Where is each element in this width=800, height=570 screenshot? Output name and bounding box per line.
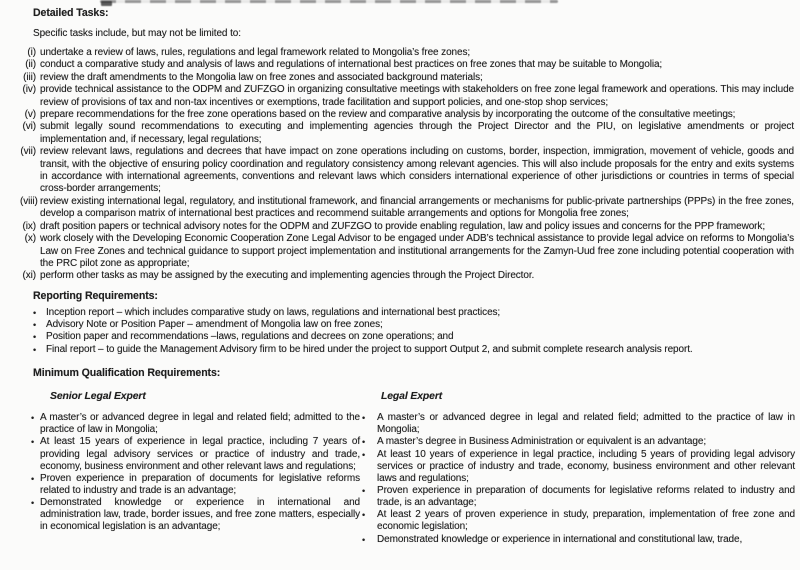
minimum-qualification-heading: Minimum Qualification Requirements: xyxy=(33,366,221,379)
task-number: (viii) xyxy=(20,195,38,207)
qualification-item xyxy=(362,436,795,448)
task-number: (vii) xyxy=(20,146,36,158)
task-item xyxy=(20,109,794,121)
task-item xyxy=(20,59,794,71)
qualification-item xyxy=(31,436,360,472)
task-text: undertake a review of laws, rules, regulations and legal framework related to Mongolia’s free zones; xyxy=(40,47,471,58)
task-number: (vi) xyxy=(22,121,36,133)
task-text: conduct a comparative study and analysis of laws and regulations of international best practices on free zones that may be suitable to Mongolia; xyxy=(40,59,663,71)
qualification-item-text: At least 15 years of experience in legal practice, including 7 years of providing legal advisory services or practice of industry and trade, economy, business environment and other relevant laws and regulations; xyxy=(40,436,360,472)
reporting-item xyxy=(31,344,794,356)
qualification-item-text: A master’s or advanced degree in legal and related field; admitted to the practice of law in Mongolia; xyxy=(40,412,360,436)
task-number: (i) xyxy=(27,47,36,58)
task-item xyxy=(20,84,794,109)
cropped-text-artifact-mark xyxy=(101,1,112,6)
task-number: (iv) xyxy=(22,84,36,96)
task-item xyxy=(20,196,794,221)
task-text: submit legally sound recommendations to executing and implementing agencies through the Project Director and the PIU, on legislative amendments or project implementation and, if necessary, legal regulations; xyxy=(40,121,794,145)
qualification-item-text: Proven experience in preparation of documents for legislative reforms related to industry and trade, is an advantage; xyxy=(377,485,795,509)
task-number: (ix) xyxy=(22,220,36,232)
intro-text: Specific tasks include, but may not be limited to: xyxy=(33,28,241,39)
qualification-item xyxy=(31,412,360,436)
task-number: (ii) xyxy=(25,59,36,71)
task-item xyxy=(20,121,794,146)
legal-expert-column xyxy=(362,391,795,546)
qualification-item xyxy=(31,473,360,497)
task-number: (xi) xyxy=(22,270,36,282)
task-text: review the draft amendments to the Mongolia law on free zones and associated background materials; xyxy=(40,71,483,83)
senior-legal-expert-column xyxy=(31,391,360,546)
task-item xyxy=(20,270,794,282)
legal-expert-list xyxy=(362,412,795,546)
qualification-item-text: A master’s or advanced degree in legal and related field; admitted to the practice of law in Mongolia; xyxy=(377,412,795,436)
qualification-item-text: Demonstrated knowledge or experience in international and administration law, trade, border issues, and free zone matters, especially in economical legislation is an advantage; xyxy=(40,497,360,533)
qualification-item xyxy=(362,412,795,436)
qualification-item-text: Demonstrated knowledge or experience in international and constitutional law, trade, xyxy=(377,533,743,545)
task-text: provide technical assistance to the ODPM and ZUFZGO in organizing consultative meetings with stakeholders on free zone legal framework and operations. This may include review of provisions of tax and non-tax incentives or exemptions, trade facilitation and support policies, and one-stop shop services; xyxy=(40,84,794,108)
qualification-item-text: Proven experience in preparation of documents for legislative reforms related to industry and trade is an advantage; xyxy=(40,472,360,496)
task-text: prepare recommendations for the free zone operations based on the review and comparative analysis by incorporating the outcome of the consultative meetings; xyxy=(40,109,736,121)
task-text: perform other tasks as may be assigned by the executing and implementing agencies through the Project Director. xyxy=(40,270,535,282)
task-item xyxy=(20,221,794,233)
reporting-list xyxy=(0,307,800,356)
qualification-item xyxy=(362,449,795,485)
reporting-item xyxy=(31,307,794,319)
task-text: review relevant laws, regulations and decrees that have impact on zone operations including on customs, border, inspection, immigration, movement of vehicle, goods and transit, with the objective of ensuring policy coordination and regulatory consistency among relevant agencies. This will also include proposals for the entry and exits systems in accordance with international agreements, conventions and relevant laws which considers international experience of other jurisdictions or countries in terms of special cross-border arrangements; xyxy=(40,146,794,195)
qualification-item-text: A master’s degree in Business Administration or equivalent is an advantage; xyxy=(377,436,706,448)
task-text: work closely with the Developing Economic Cooperation Zone Legal Advisor to be engaged under ADB’s technical assistance to provide legal advice on reforms to Mongolia’s Law on Free Zones and technical guidance to support project implementation and institutional arrangements for the Zamyn-Uud free zone including potential cooperation with the PRC pilot zone as appropriate; xyxy=(40,233,794,269)
reporting-item-text: Position paper and recommendations –laws, regulations and decrees on zone operations; and xyxy=(46,331,454,343)
task-text: draft position papers or technical advisory notes for the ODPM and ZUFZGO to provide enabling regulation, law and policy issues and concerns for the PPP framework; xyxy=(40,220,765,232)
qualification-columns xyxy=(0,391,800,546)
task-number: (v) xyxy=(24,109,36,121)
senior-legal-expert-title: Senior Legal Expert xyxy=(50,390,146,402)
qualification-item xyxy=(362,534,795,546)
task-item xyxy=(20,72,794,84)
task-item xyxy=(20,146,794,196)
task-item xyxy=(20,233,794,270)
qualification-item xyxy=(31,497,360,533)
task-number: (x) xyxy=(24,233,36,245)
senior-legal-expert-list xyxy=(31,412,360,534)
reporting-item-text: Inception report – which includes comparative study on laws, regulations and international best practices; xyxy=(46,306,501,318)
detailed-tasks-heading: Detailed Tasks: xyxy=(33,7,109,19)
task-list xyxy=(0,47,800,283)
qualification-item xyxy=(362,485,795,509)
qualification-item-text: At least 10 years of experience in legal practice, including 5 years of providing legal advisory services or practice of industry and trade, economy, business environment and other relevant laws and regulations; xyxy=(377,448,795,484)
cropped-text-artifact xyxy=(100,0,558,3)
legal-expert-title: Legal Expert xyxy=(381,390,443,402)
reporting-requirements-heading: Reporting Requirements: xyxy=(33,289,158,302)
qualification-item-text: At least 2 years of proven experience in study, preparation, implementation of free zone and economic legislation; xyxy=(377,509,795,533)
qualification-item xyxy=(362,509,795,533)
reporting-item xyxy=(31,319,794,331)
task-text: review existing international legal, regulatory, and institutional framework, and financial arrangements or mechanisms for public-private partnerships (PPPs) in the free zones, develop a comparison matrix of international best practices and recommend suitable arrangements and options for Mongolia free zones; xyxy=(40,195,794,220)
task-item xyxy=(20,47,794,59)
reporting-item xyxy=(31,331,794,343)
task-number: (iii) xyxy=(23,71,36,83)
reporting-item-text: Final report – to guide the Management Advisory firm to be hired under the project to support Output 2, and submit complete research analysis report. xyxy=(46,343,693,355)
reporting-item-text: Advisory Note or Position Paper – amendment of Mongolia law on free zones; xyxy=(46,319,383,331)
